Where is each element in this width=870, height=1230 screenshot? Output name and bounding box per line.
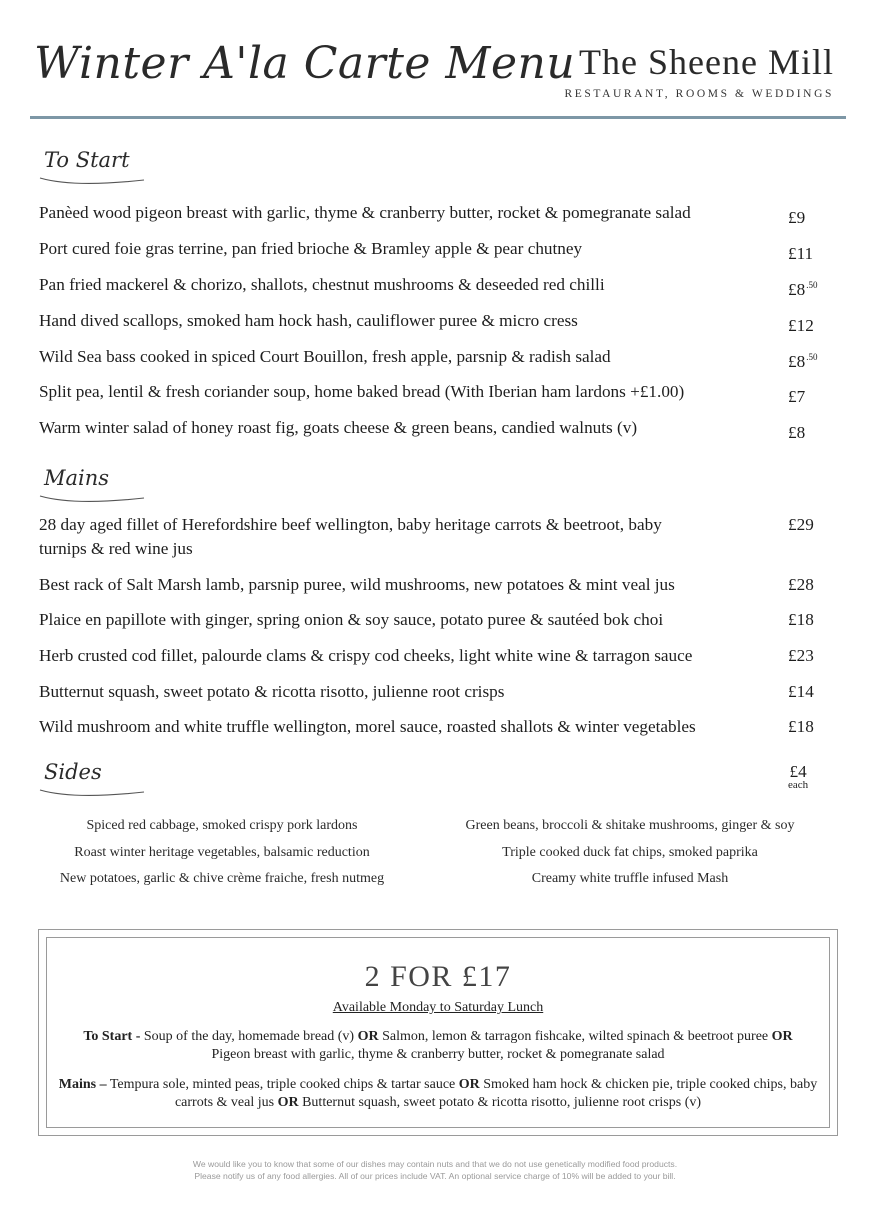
item-description: 28 day aged fillet of Herefordshire beef wellington, baby heritage carrots & beetroot, baby turnips & red wine jus bbox=[39, 515, 662, 558]
item-price: £18 bbox=[788, 610, 814, 629]
offer-subtitle: Available Monday to Saturday Lunch bbox=[332, 1000, 544, 1015]
footnote-line: We would like you to know that some of our dishes may contain nuts and that we do not use genetically modified food products. bbox=[192, 1159, 678, 1169]
item-price: £9 bbox=[788, 208, 806, 227]
item-description: Port cured foie gras terrine, pan fried brioche & Bramley apple & pear chutney bbox=[39, 239, 583, 258]
item-price: £29 bbox=[788, 515, 814, 534]
side-item: Roast winter heritage vegetables, balsamic reduction bbox=[74, 844, 370, 860]
item-price: £8 bbox=[788, 423, 806, 442]
section-heading-sides bbox=[38, 760, 148, 798]
brand-tagline: RESTAURANT, ROOMS & WEDDINGS bbox=[564, 88, 834, 100]
menu-item bbox=[39, 715, 829, 739]
mains-heading: Mains bbox=[44, 466, 110, 490]
menu-item bbox=[39, 644, 829, 668]
flourish-icon bbox=[38, 490, 148, 504]
item-description: Plaice en papillote with ginger, spring onion & soy sauce, potato puree & sautéed bok choi bbox=[39, 610, 664, 629]
menu-item bbox=[39, 608, 829, 632]
item-description: Warm winter salad of honey roast fig, goats cheese & green beans, candied walnuts (v) bbox=[39, 418, 638, 437]
item-price: £18 bbox=[788, 717, 814, 736]
item-price: £23 bbox=[788, 646, 814, 665]
item-price: $£8^{.50}$ bbox=[788, 352, 818, 371]
sides-list-right bbox=[440, 813, 820, 893]
item-description: Wild mushroom and white truffle wellington, morel sauce, roasted shallots & winter vegetables bbox=[39, 717, 696, 736]
header-divider bbox=[30, 116, 846, 119]
side-item: Spiced red cabbage, smoked crispy pork lardons bbox=[86, 818, 358, 833]
offer-starters-label: To Start - bbox=[83, 1029, 141, 1044]
item-price: $£8^{.50}$ bbox=[788, 280, 818, 299]
item-price: £28 bbox=[788, 575, 814, 594]
menu-item bbox=[39, 309, 829, 333]
menu-item bbox=[39, 273, 829, 297]
side-item: Triple cooked duck fat chips, smoked paprika bbox=[502, 844, 758, 860]
menu-title: Winter A'la Carte Menu bbox=[34, 38, 576, 89]
item-description: Split pea, lentil & fresh coriander soup, home baked bread (With Iberian ham lardons +£1.00) bbox=[39, 382, 685, 401]
brand-name: The Sheene Mill bbox=[579, 42, 834, 82]
offer-box-inner bbox=[46, 937, 830, 1128]
item-price: £7 bbox=[788, 387, 806, 406]
section-heading-starters bbox=[38, 148, 148, 186]
item-description: Butternut squash, sweet potato & ricotta risotto, julienne root crisps bbox=[39, 682, 505, 701]
item-description: Herb crusted cod fillet, palourde clams & crispy cod cheeks, light white wine & tarragon sauce bbox=[39, 646, 693, 665]
footnote-line: Please notify us of any food allergies. All of our prices include VAT. An optional service charge of 10% will be added to your bill. bbox=[194, 1170, 676, 1181]
flourish-icon bbox=[38, 172, 148, 186]
menu-item bbox=[39, 680, 829, 704]
offer-starters: To Start - Soup of the day, homemade bread (v) OR Salmon, lemon & tarragon fishcake, wilted spinach & beetroot puree OR Pigeon breast with garlic, thyme & cranberry butter, rocket & pomegranate salad bbox=[83, 1029, 793, 1062]
section-heading-mains bbox=[38, 466, 148, 504]
item-description: Hand dived scallops, smoked ham hock hash, cauliflower puree & micro cress bbox=[39, 311, 578, 330]
item-description: Pan fried mackerel & chorizo, shallots, chestnut mushrooms & deseeded red chilli bbox=[39, 275, 605, 294]
item-price: £11 bbox=[788, 244, 814, 263]
offer-title: 2 FOR £17 bbox=[364, 960, 512, 993]
sides-price-note: each bbox=[788, 779, 809, 791]
menu-item bbox=[39, 237, 829, 261]
offer-box bbox=[38, 929, 838, 1136]
side-item: New potatoes, garlic & chive crème fraiche, fresh nutmeg bbox=[59, 871, 385, 886]
menu-item bbox=[39, 573, 829, 597]
item-description: Wild Sea bass cooked in spiced Court Bouillon, fresh apple, parsnip & radish salad bbox=[39, 347, 611, 366]
sides-heading: Sides bbox=[44, 760, 102, 784]
item-price: £14 bbox=[788, 682, 814, 701]
footnote bbox=[0, 1159, 870, 1182]
starters-heading: To Start bbox=[44, 148, 130, 172]
menu-item bbox=[39, 345, 829, 369]
item-price: £12 bbox=[788, 316, 814, 335]
brand-logo bbox=[564, 44, 834, 100]
item-description: Panèed wood pigeon breast with garlic, thyme & cranberry butter, rocket & pomegranate salad bbox=[39, 203, 691, 222]
sides-price bbox=[788, 762, 808, 791]
menu-item bbox=[39, 201, 829, 225]
offer-mains-label: Mains – bbox=[58, 1077, 107, 1092]
sides-price-amount: £4 bbox=[789, 762, 807, 781]
menu-item bbox=[39, 380, 829, 404]
flourish-icon bbox=[38, 784, 148, 798]
sides-list-left bbox=[32, 813, 412, 893]
menu-item bbox=[39, 513, 829, 561]
side-item: Creamy white truffle infused Mash bbox=[531, 871, 729, 886]
item-description: Best rack of Salt Marsh lamb, parsnip puree, wild mushrooms, new potatoes & mint veal jus bbox=[39, 575, 675, 594]
side-item: Green beans, broccoli & shitake mushrooms, ginger & soy bbox=[465, 818, 795, 833]
menu-item bbox=[39, 416, 829, 440]
offer-mains: Mains – Tempura sole, minted peas, triple cooked chips & tartar sauce OR Smoked ham hock & chicken pie, triple cooked chips, baby carrots & veal jus OR Butternut squash, sweet potato & ricotta risotto, julienne root crisps (v) bbox=[58, 1077, 818, 1110]
